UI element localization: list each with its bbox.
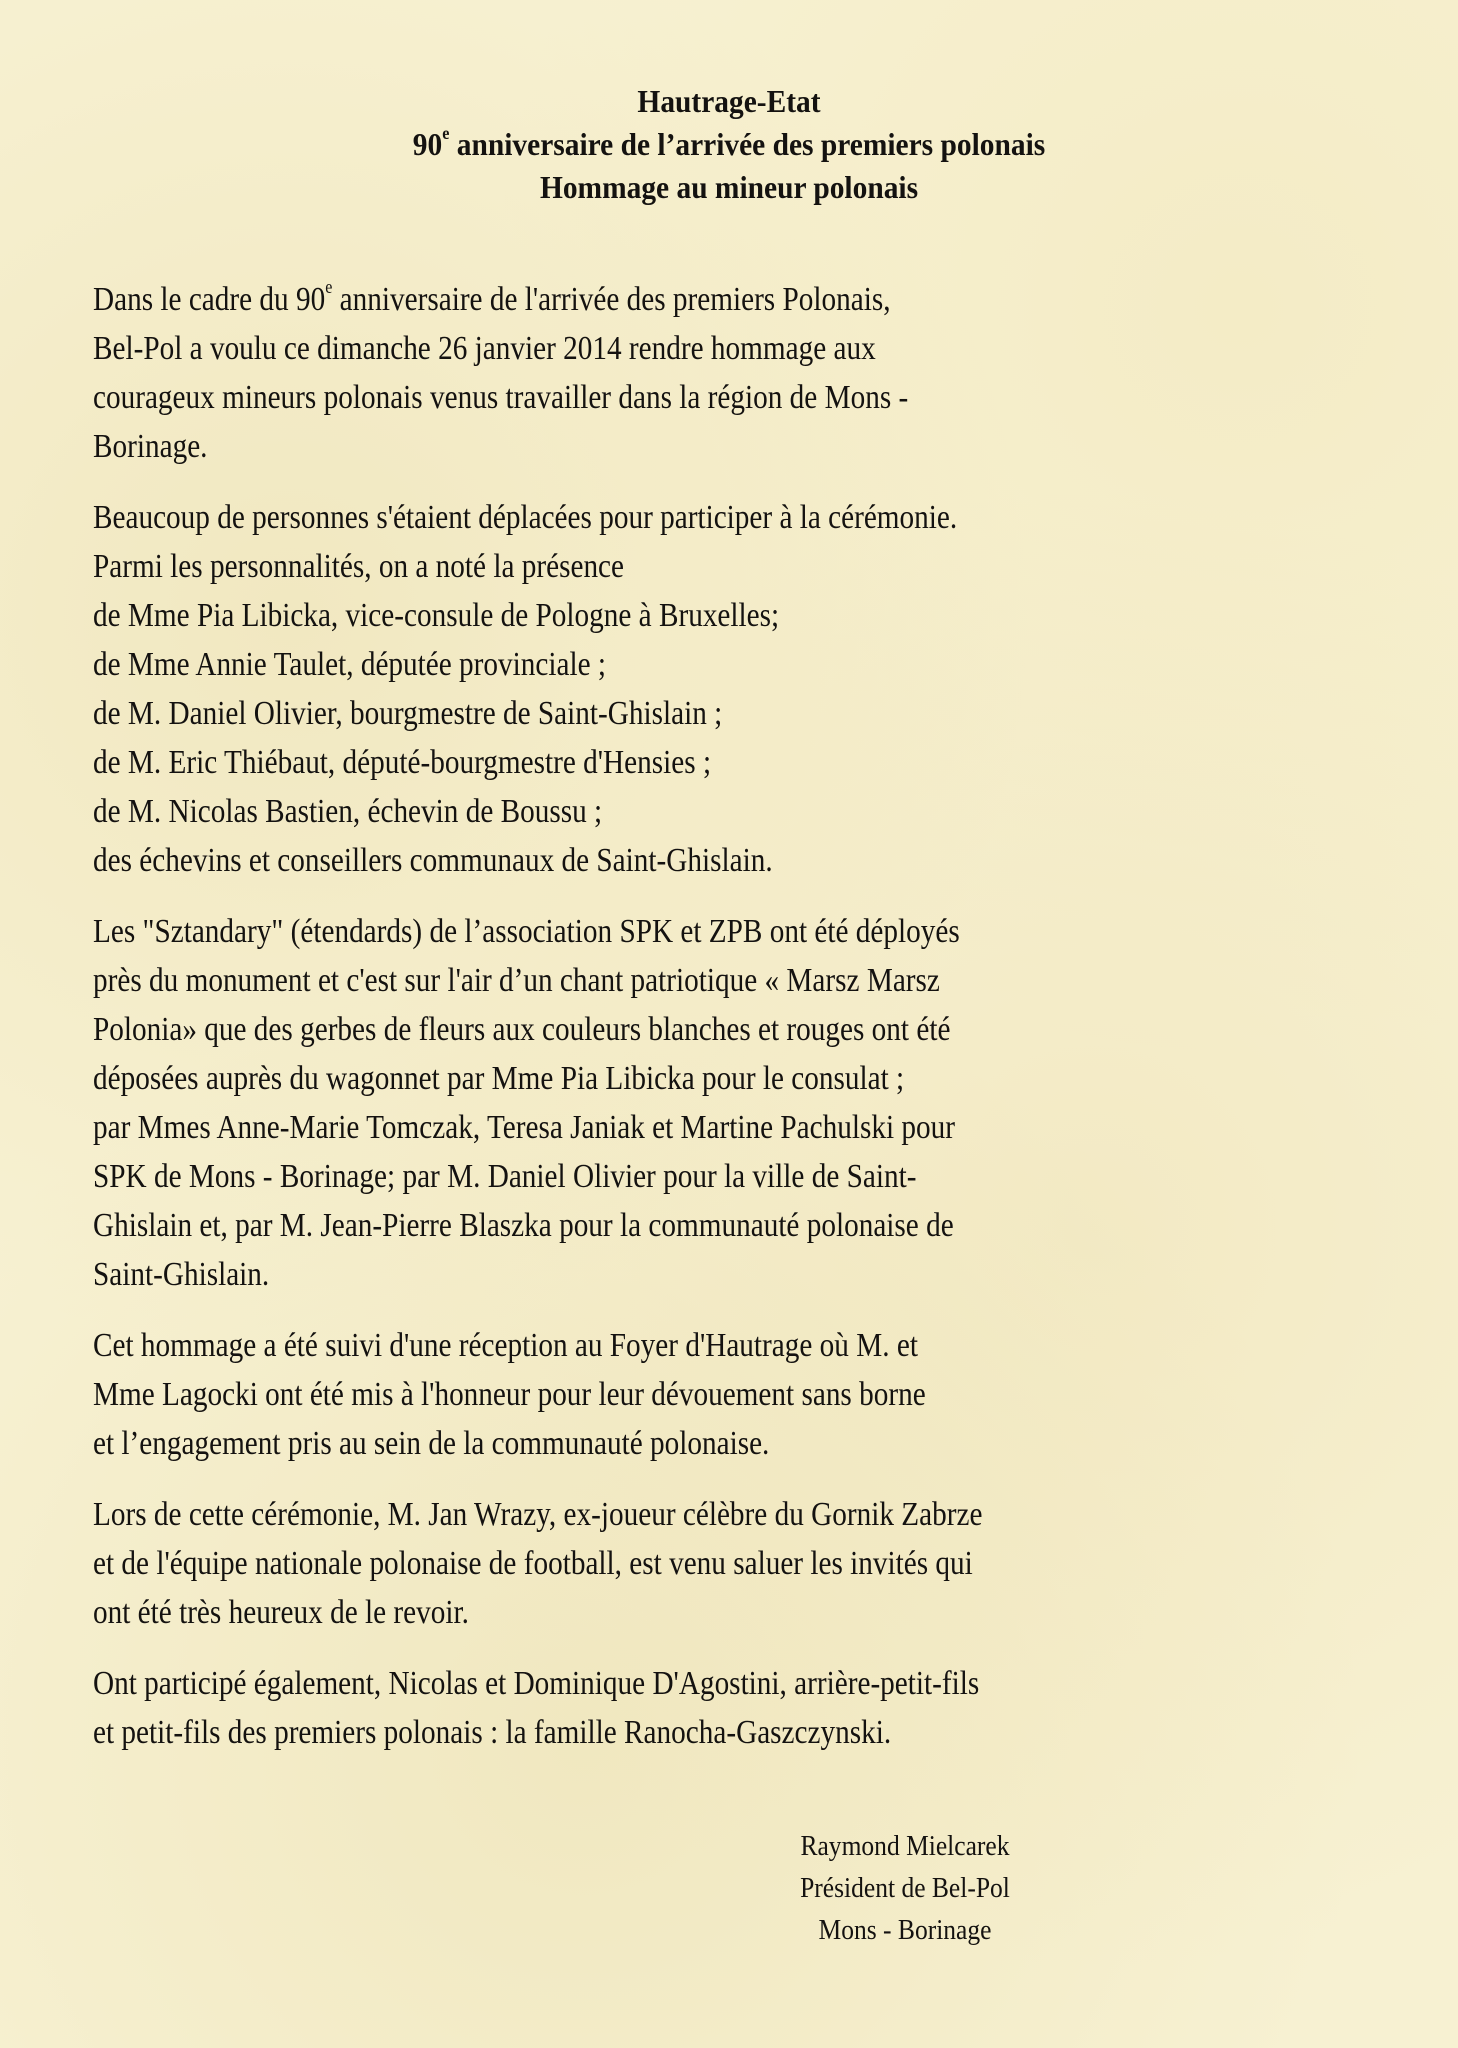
paragraph-line: Ont participé également, Nicolas et Dominique D'Agostini, arrière-petit-fils [93,1665,980,1702]
paragraph-line: ont été très heureux de le revoir. [93,1594,469,1631]
paragraph-line: courageux mineurs polonais venus travailler dans la région de Mons - [93,379,909,416]
paragraph-line: Les "Sztandary" (étendards) de l’association SPK et ZPB ont été déployés [93,913,960,950]
signature-place: Mons - Borinage [818,1914,992,1946]
paragraph-line: Cet hommage a été suivi d'une réception au Foyer d'Hautrage où M. et [93,1327,918,1364]
paragraph-line: Borinage. [93,428,208,465]
header-anniversary-number: 90 [412,126,443,162]
paragraph-ceremony [93,907,1263,1299]
paragraph-intro [93,275,1263,471]
text-span: anniversaire de l'arrivée des premiers Polonais, [332,281,891,318]
paragraph-line: Parmi les personnalités, on a noté la présence [93,548,625,585]
paragraph-guest [93,1490,1263,1637]
attendee-line: de Mme Pia Libicka, vice-consule de Pologne à Bruxelles; [93,597,780,634]
paragraph-participants [93,1659,1263,1757]
attendee-line: de M. Eric Thiébaut, député-bourgmestre d'Hensies ; [93,744,712,781]
paragraph-line: Saint-Ghislain. [93,1256,270,1293]
paragraph-reception [93,1321,1263,1468]
document-body [93,275,1263,1779]
signature-name: Raymond Mielcarek [800,1830,1010,1862]
paragraph-line: près du monument et c'est sur l'air d’un chant patriotique « Marsz Marsz [93,962,940,999]
paragraph-line: Polonia» que des gerbes de fleurs aux couleurs blanches et rouges ont été [93,1011,951,1048]
signature-block [725,1825,1086,1951]
attendee-line: de M. Daniel Olivier, bourgmestre de Saint-Ghislain ; [93,695,723,732]
paragraph-line: Beaucoup de personnes s'étaient déplacées pour participer à la cérémonie. [93,499,958,536]
paragraph-line: Ghislain et, par M. Jean-Pierre Blaszka pour la communauté polonaise de [93,1207,954,1244]
header-location: Hautrage-Etat [637,83,821,119]
attendee-line: de Mme Annie Taulet, députée provinciale ; [93,646,607,683]
header-anniversary [58,123,1399,166]
paragraph-line: Mme Lagocki ont été mis à l'honneur pour leur dévouement sans borne [93,1376,926,1413]
signature-title: Président de Bel-Pol [800,1872,1010,1904]
paragraph-line: déposées auprès du wagonnet par Mme Pia Libicka pour le consulat ; [93,1060,905,1097]
attendee-line: des échevins et conseillers communaux de Saint-Ghislain. [93,842,773,879]
paragraph-line: Bel-Pol a voulu ce dimanche 26 janvier 2014 rendre hommage aux [93,330,876,367]
paragraph-line: et l’engagement pris au sein de la communauté polonaise. [93,1425,770,1462]
header-tribute: Hommage au mineur polonais [539,169,919,205]
paragraph-attendees [93,493,1263,885]
paragraph-line [93,275,1263,324]
document-header [58,80,1399,209]
paragraph-line: et petit-fils des premiers polonais : la famille Ranocha-Gaszczynski. [93,1714,892,1751]
superscript: e [325,277,333,299]
header-superscript: e [442,123,450,144]
paragraph-line: et de l'équipe nationale polonaise de football, est venu saluer les invités qui [93,1545,973,1582]
attendee-line: de M. Nicolas Bastien, échevin de Boussu ; [93,793,603,830]
paragraph-line: Lors de cette cérémonie, M. Jan Wrazy, ex-joueur célèbre du Gornik Zabrze [93,1496,983,1533]
text-span: Dans le cadre du 90 [93,281,326,318]
paragraph-line: par Mmes Anne-Marie Tomczak, Teresa Janiak et Martine Pachulski pour [93,1109,956,1146]
paragraph-line: SPK de Mons - Borinage; par M. Daniel Olivier pour la ville de Saint- [93,1158,917,1195]
header-anniversary-text: anniversaire de l’arrivée des premiers polonais [449,126,1046,162]
